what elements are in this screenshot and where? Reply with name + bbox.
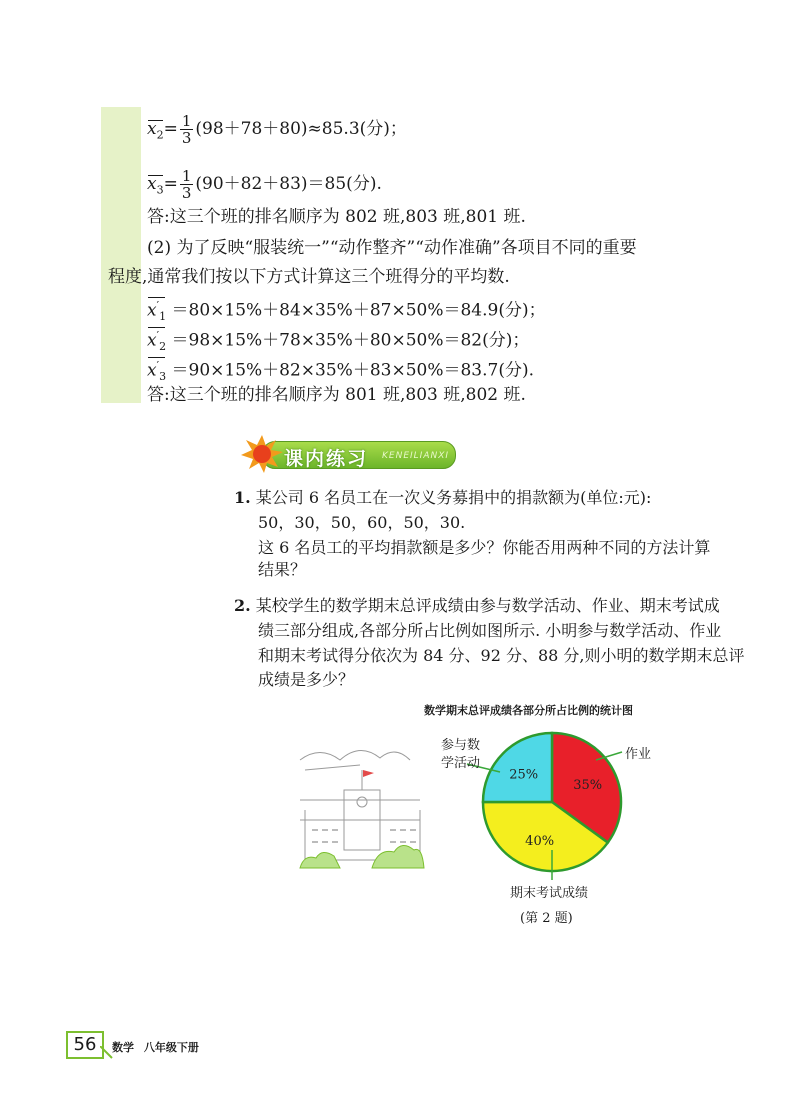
- legend-label-homework: 作业: [625, 747, 652, 762]
- weighted-mean-1: $x'_1 =80\times 15\%+84\times 35\%+87\times 50\%=84.9$(分)；: [147, 295, 546, 328]
- exercise-1-line4: 结果？: [258, 560, 307, 579]
- answer-2: 答:这三个班的排名顺序为 801 班,803 班,802 班.: [147, 385, 526, 405]
- pie-data-label-2: 25%: [509, 767, 539, 783]
- page-number: 56: [66, 1031, 104, 1059]
- school-illustration-icon: [300, 750, 420, 860]
- legend-label-activity: 参与数 学活动: [441, 738, 481, 771]
- mean-symbol: $x_3$: [147, 173, 164, 201]
- bush-icon: [300, 845, 424, 868]
- weighted-mean-3: $x'_3 =90\times 15\%+82\times 35\%+83\times 50\%=83.7$(分).: [147, 355, 534, 388]
- weighted-mean-2: $x'_2 =98\times 15\%+78\times 35\%+80\times 50\%=82$(分)；: [147, 325, 529, 358]
- part2-line1: (2) 为了反映“服装统一”“动作整齐”“动作准确”各项目不同的重要: [147, 238, 637, 258]
- equation-x2: $x_2=$ $\frac{1}{3}$ (98＋78＋80)≈85.3(分)；: [147, 112, 407, 147]
- exercise-2-line4: 成绩是多少？: [258, 670, 355, 689]
- banner-subtitle: KENEILIANXI: [382, 451, 450, 461]
- chart-title: 数学期末总评成绩各部分所占比例的统计图: [424, 704, 633, 717]
- exercise-1-data: 50，30，50，60，50，30.: [258, 513, 466, 532]
- footer-book-title: 数学 八年级下册: [112, 1041, 199, 1054]
- fraction: $\frac{1}{3}$: [181, 112, 192, 147]
- fraction: $\frac{1}{3}$: [181, 167, 192, 202]
- pie-data-label-0: 35%: [573, 777, 603, 793]
- exercise-2-line3: 和期末考试得分依次为 84 分、92 分、88 分,则小明的数学期末总评: [258, 646, 745, 665]
- pie-data-label-1: 40%: [525, 834, 555, 850]
- figure-caption: (第 2 题): [520, 911, 573, 926]
- exercise-2-line2: 绩三部分组成,各部分所占比例如图所示. 小明参与数学活动、作业: [258, 621, 722, 640]
- exercise-1-line3: 这 6 名员工的平均捐款额是多少？你能否用两种不同的方法计算: [258, 538, 711, 557]
- exercise-2: 2. 某校学生的数学期末总评成绩由参与数学活动、作业、期末考试成: [234, 596, 720, 615]
- equation-x3: $x_3=$ $\frac{1}{3}$ (90＋82＋83)＝85(分).: [147, 167, 382, 202]
- answer-1: 答:这三个班的排名顺序为 802 班,803 班,801 班.: [147, 207, 526, 227]
- mean-symbol: $x_2$: [147, 118, 164, 146]
- flag-icon: [363, 770, 374, 777]
- exercise-1: 1. 某公司 6 名员工在一次义务募捐中的捐款额为(单位:元):: [234, 488, 652, 507]
- legend-label-exam: 期末考试成绩: [510, 886, 589, 901]
- part2-line2: 程度,通常我们按以下方式计算这三个班得分的平均数.: [108, 267, 510, 287]
- banner-title: 课内练习: [284, 448, 369, 470]
